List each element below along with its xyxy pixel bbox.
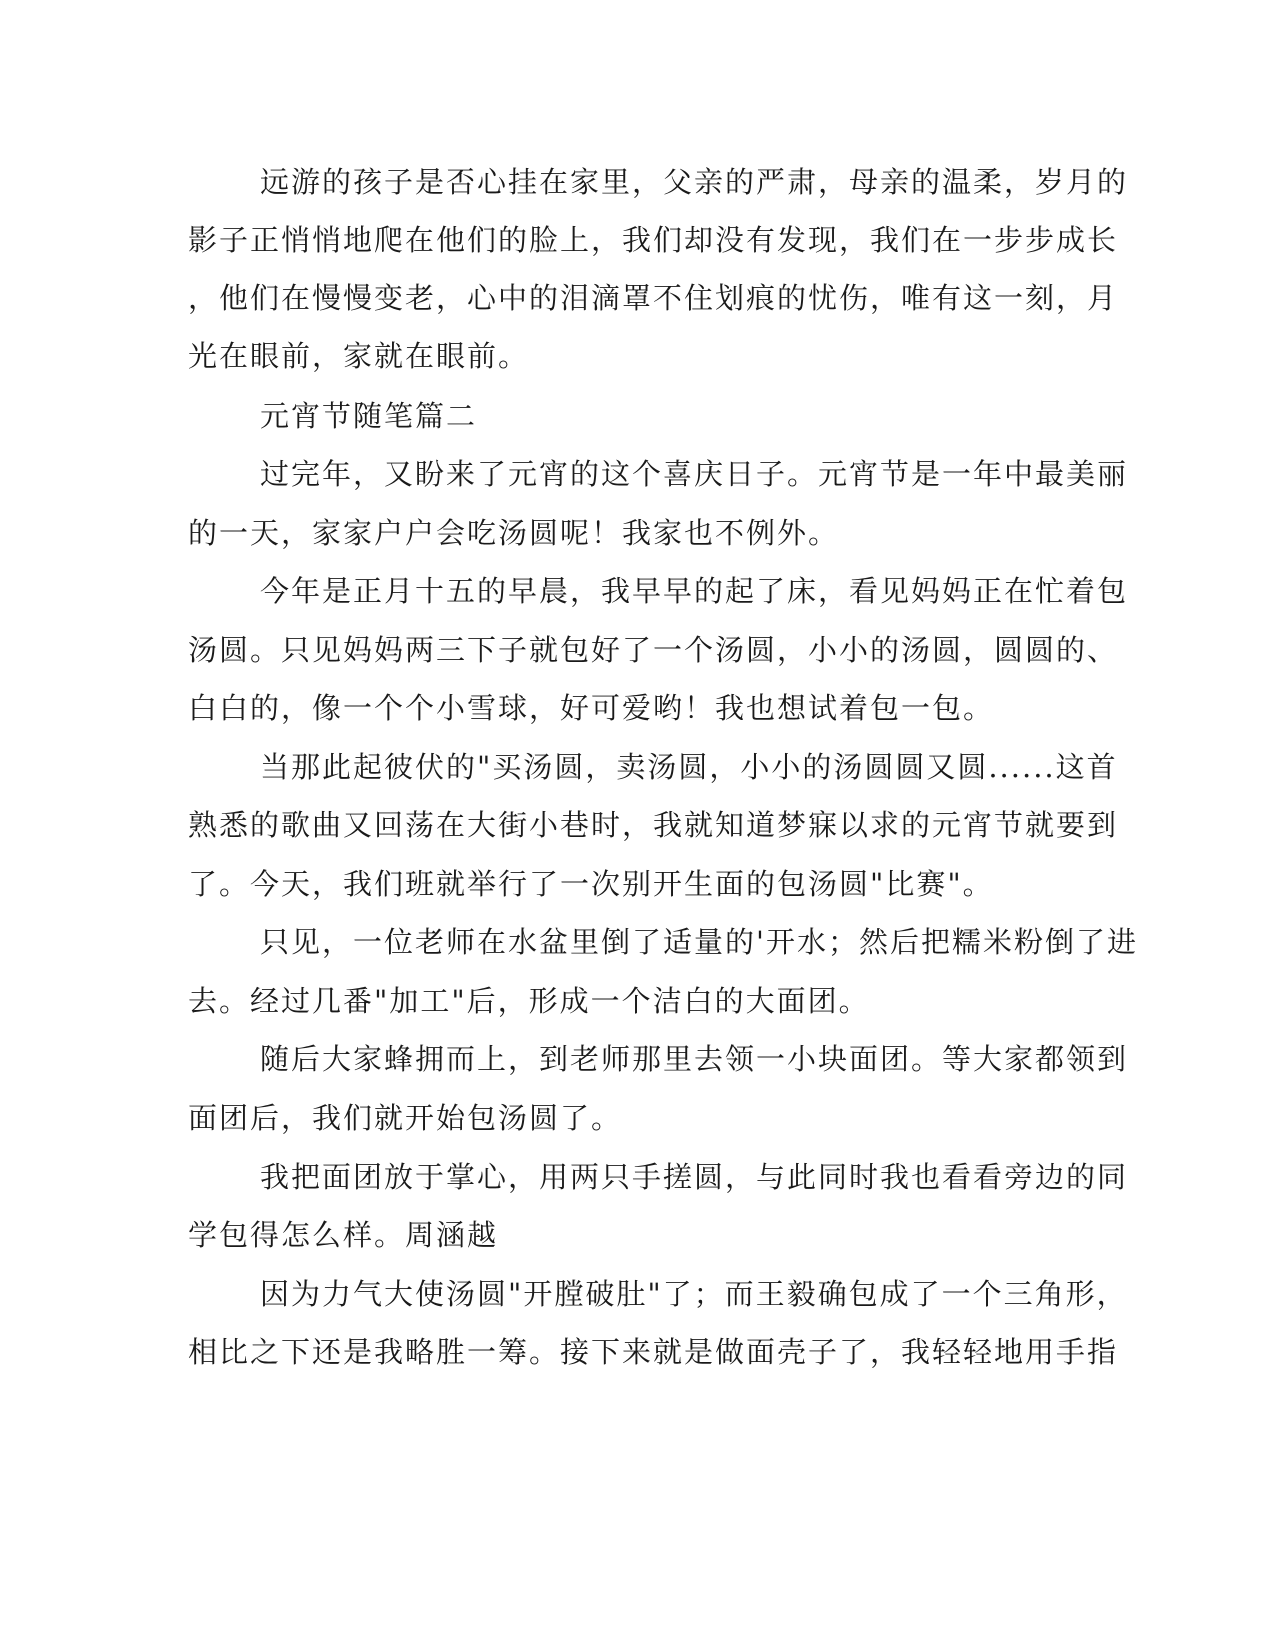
paragraph-line: 过完年，又盼来了元宵的这个喜庆日子。元宵节是一年中最美丽 [260, 457, 1129, 491]
paragraph-line: 的一天，家家户户会吃汤圆呢！我家也不例外。 [188, 516, 840, 550]
paragraph-line: ，他们在慢慢变老，心中的泪滴罩不住划痕的忧伤，唯有这一刻，月 [188, 281, 1119, 315]
paragraph-line: 白白的，像一个个小雪球，好可爱哟！我也想试着包一包。 [188, 691, 995, 725]
paragraph-line: 远游的孩子是否心挂在家里，父亲的严肃，母亲的温柔，岁月的 [260, 165, 1129, 199]
paragraph-line: 熟悉的歌曲又回荡在大街小巷时，我就知道梦寐以求的元宵节就要到 [188, 808, 1119, 842]
paragraph-line: 因为力气大使汤圆"开膛破肚"了；而王毅确包成了一个三角形， [260, 1277, 1128, 1311]
section-heading: 元宵节随笔篇二 [260, 399, 478, 433]
paragraph-line: 汤圆。只见妈妈两三下子就包好了一个汤圆，小小的汤圆，圆圆的、 [188, 633, 1119, 667]
paragraph-line: 今年是正月十五的早晨，我早早的起了床，看见妈妈正在忙着包 [260, 574, 1129, 608]
paragraph-line: 光在眼前，家就在眼前。 [188, 339, 530, 373]
paragraph-line: 面团后，我们就开始包汤圆了。 [188, 1101, 623, 1135]
paragraph-line: 当那此起彼伏的"买汤圆，卖汤圆，小小的汤圆圆又圆......这首 [260, 750, 1118, 784]
paragraph-line: 随后大家蜂拥而上，到老师那里去领一小块面团。等大家都领到 [260, 1042, 1129, 1076]
paragraph-line: 学包得怎么样。周涵越 [188, 1218, 499, 1252]
paragraph-line: 了。今天，我们班就举行了一次别开生面的包汤圆"比赛"。 [188, 867, 994, 901]
paragraph-line: 只见，一位老师在水盆里倒了适量的'开水；然后把糯米粉倒了进 [260, 925, 1138, 959]
paragraph-line: 去。经过几番"加工"后，形成一个洁白的大面团。 [188, 984, 870, 1018]
paragraph-line: 我把面团放于掌心，用两只手搓圆，与此同时我也看看旁边的同 [260, 1160, 1129, 1194]
paragraph-line: 影子正悄悄地爬在他们的脸上，我们却没有发现，我们在一步步成长 [188, 223, 1119, 257]
paragraph-line: 相比之下还是我略胜一筹。接下来就是做面壳子了，我轻轻地用手指 [188, 1335, 1119, 1369]
